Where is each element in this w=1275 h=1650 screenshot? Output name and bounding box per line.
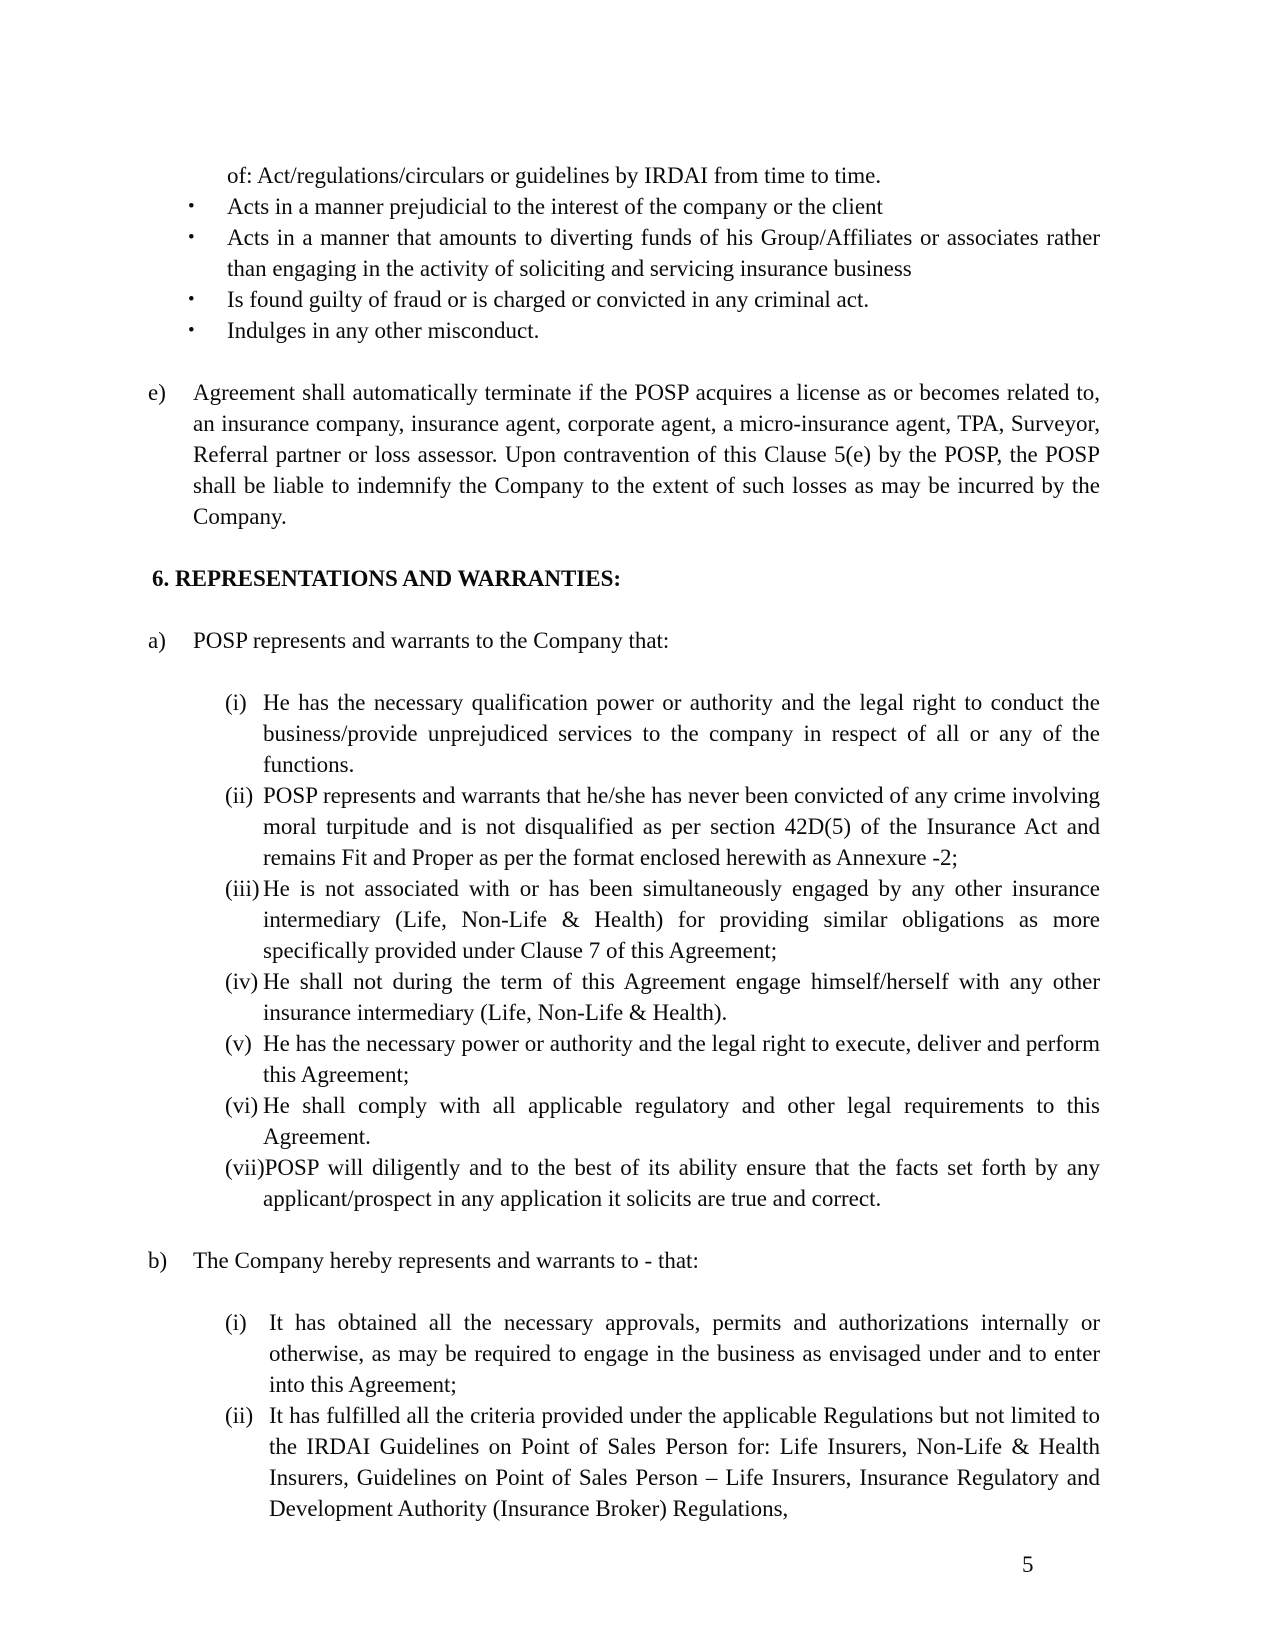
roman-text: He shall not during the term of this Agreement engage himself/herself with any other insurance intermediary (Life, Non-Life & Health).	[263, 969, 1100, 1025]
list-item	[146, 780, 1100, 873]
roman-marker: (iii)	[225, 876, 260, 901]
roman-text: It has fulfilled all the criteria provided under the applicable Regulations but not limited to the IRDAI Guidelines on Point of Sales Person for: Life Insurers, Non-Life & Health Insurers, Guidelines on Point of Sales Person – Life Insurers, Insurance Regulatory and Development Authority (Insurance Broker) Regulations,	[269, 1403, 1100, 1521]
roman-marker: (vi)	[225, 1093, 259, 1118]
section-heading: 6. REPRESENTATIONS AND WARRANTIES:	[152, 566, 622, 591]
clause-b-marker: b)	[148, 1248, 168, 1273]
clause-e-text: Agreement shall automatically terminate if the POSP acquires a license as or becomes related to, an insurance company, insurance agent, corporate agent, a micro-insurance agent, TPA, Surveyor, Referral partner or loss assessor. Upon contravention of this Clause 5(e) by the POSP, the POSP shall be liable to indemnify the Company to the extent of such losses as may be incurred by the Company.	[193, 380, 1100, 529]
bullet-item	[146, 222, 1100, 284]
clause-a-text: POSP represents and warrants to the Company that:	[193, 628, 670, 653]
roman-text: POSP will diligently and to the best of its ability ensure that the facts set forth by any applicant/prospect in any application it solicits are true and correct.	[263, 1155, 1100, 1211]
bullet-item	[146, 191, 1100, 222]
bullet-list	[146, 191, 1100, 346]
roman-text: It has obtained all the necessary approvals, permits and authorizations internally or otherwise, as may be required to engage in the business as envisaged under and to enter into this Agreement;	[269, 1310, 1100, 1397]
representations-list-posp	[146, 687, 1100, 1214]
clause-a	[146, 625, 1100, 656]
clause-b	[146, 1245, 1100, 1276]
roman-marker: (iv)	[225, 969, 259, 994]
clause-e-marker: e)	[148, 380, 166, 405]
roman-marker: (i)	[225, 1310, 247, 1335]
clause-b-text: The Company hereby represents and warrants to - that:	[193, 1248, 699, 1273]
page-number: 5	[1022, 1552, 1034, 1577]
bullet-text: Indulges in any other misconduct.	[227, 318, 540, 343]
bullet-icon: •	[188, 320, 195, 341]
list-item	[146, 1090, 1100, 1152]
list-item	[146, 1152, 1100, 1214]
bullet-text: Acts in a manner that amounts to diverting funds of his Group/Affiliates or associates rather than engaging in the activity of soliciting and servicing insurance business	[227, 225, 1100, 281]
roman-marker: (vii)	[225, 1155, 265, 1180]
list-item	[146, 966, 1100, 1028]
clause-a-marker: a)	[148, 628, 166, 653]
roman-marker: (ii)	[225, 1403, 254, 1428]
bullet-icon: •	[188, 289, 195, 310]
roman-marker: (i)	[225, 690, 247, 715]
roman-marker: (ii)	[225, 783, 254, 808]
bullet-item	[146, 315, 1100, 346]
list-item	[146, 873, 1100, 966]
roman-marker: (v)	[225, 1031, 252, 1056]
bullet-icon: •	[188, 227, 195, 248]
representations-list-company	[146, 1307, 1100, 1524]
list-item	[146, 1307, 1100, 1400]
roman-text: POSP represents and warrants that he/she has never been convicted of any crime involving moral turpitude and is not disqualified as per section 42D(5) of the Insurance Act and remains Fit and Proper as per the format enclosed herewith as Annexure -2;	[263, 783, 1100, 870]
bullet-text: Acts in a manner prejudicial to the interest of the company or the client	[227, 194, 883, 219]
list-item	[146, 687, 1100, 780]
bullet-icon: •	[188, 196, 195, 217]
roman-text: He has the necessary qualification power or authority and the legal right to conduct the business/provide unprejudiced services to the company in respect of all or any of the functions.	[263, 690, 1100, 777]
list-item	[146, 1400, 1100, 1524]
clause-e	[146, 377, 1100, 532]
roman-text: He shall comply with all applicable regulatory and other legal requirements to this Agreement.	[263, 1093, 1100, 1149]
roman-text: He has the necessary power or authority and the legal right to execute, deliver and perform this Agreement;	[263, 1031, 1100, 1087]
bullet-item	[146, 284, 1100, 315]
continuation-line: of: Act/regulations/circulars or guidelines by IRDAI from time to time.	[227, 163, 882, 188]
bullet-text: Is found guilty of fraud or is charged or convicted in any criminal act.	[227, 287, 870, 312]
list-item	[146, 1028, 1100, 1090]
roman-text: He is not associated with or has been simultaneously engaged by any other insurance intermediary (Life, Non-Life & Health) for providing similar obligations as more specifically provided under Clause 7 of this Agreement;	[263, 876, 1100, 963]
